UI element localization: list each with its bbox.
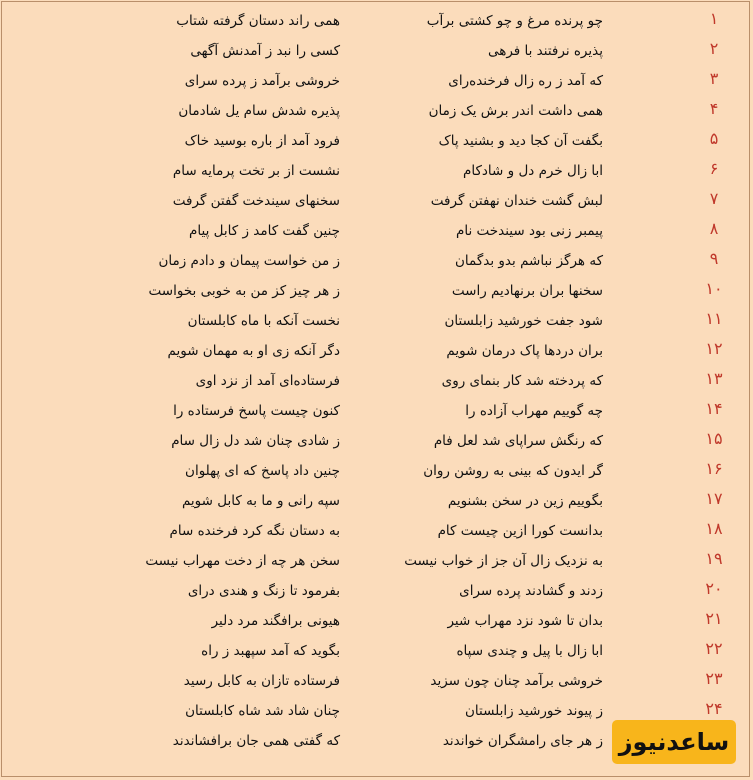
first-hemistich: سخن هر چه از دخت مهراب نیست	[145, 553, 340, 569]
verse-number: ۱۶	[705, 459, 723, 478]
verse-number: ۵	[709, 129, 719, 148]
verse-number: ۶	[709, 159, 719, 178]
second-hemistich: سخنها بران برنهادیم راست	[451, 283, 603, 299]
first-hemistich: چنان شاد شد شاه کابلستان	[185, 703, 340, 719]
verse-row	[0, 637, 753, 667]
verse-number: ۱۹	[705, 549, 723, 568]
verse-number: ۱۲	[705, 339, 723, 358]
verse-number: ۱۵	[705, 429, 723, 448]
verse-number: ۱۸	[705, 519, 723, 538]
second-hemistich: که هرگز نباشم بدو بدگمان	[455, 253, 603, 269]
verse-row	[0, 457, 753, 487]
second-hemistich: چو پرنده مرغ و چو کشتی برآب	[426, 13, 603, 29]
verse-row	[0, 517, 753, 547]
verse-row	[0, 367, 753, 397]
second-hemistich: بران دردها پاک درمان شویم	[446, 343, 603, 359]
verse-row	[0, 487, 753, 517]
second-hemistich: شود جفت خورشید زابلستان	[444, 313, 603, 329]
first-hemistich: ز هر چیز کز من به خوبی بخواست	[148, 283, 340, 299]
poem-table	[0, 7, 753, 757]
verse-number: ۲۱	[705, 609, 723, 628]
second-hemistich: بدانست کورا ازین چیست کام	[437, 523, 603, 539]
verse-number: ۳	[709, 69, 719, 88]
second-hemistich: که پردخته شد کار بنمای روی	[441, 373, 603, 389]
first-hemistich: به دستان نگه کرد فرخنده سام	[169, 523, 340, 539]
second-hemistich: ز پیوند خورشید زابلستان	[465, 703, 603, 719]
verse-number: ۲۲	[705, 639, 723, 658]
second-hemistich: به نزدیک زال آن جز از خواب نیست	[404, 553, 603, 569]
verse-number: ۱۷	[705, 489, 723, 508]
first-hemistich: سپه رانی و ما به کابل شویم	[181, 493, 340, 509]
verse-row	[0, 547, 753, 577]
verse-number: ۲۳	[705, 669, 723, 688]
verse-row	[0, 97, 753, 127]
verse-row	[0, 37, 753, 67]
first-hemistich: فرستاده‌ای آمد از نزد اوی	[195, 373, 340, 389]
verse-row	[0, 7, 753, 37]
second-hemistich: پیمبر زنی بود سیندخت نام	[456, 223, 603, 239]
first-hemistich: بفرمود تا زنگ و هندی درای	[187, 583, 340, 599]
verse-number: ۱۴	[705, 399, 723, 418]
verse-row	[0, 157, 753, 187]
verse-number: ۸	[709, 219, 719, 238]
verse-row	[0, 277, 753, 307]
verse-row	[0, 217, 753, 247]
verse-number: ۲	[709, 39, 719, 58]
second-hemistich: پذیره نرفتند با فرهی	[487, 43, 603, 59]
second-hemistich: بدان تا شود نزد مهراب شیر	[447, 613, 603, 629]
verse-row	[0, 667, 753, 697]
verse-row	[0, 397, 753, 427]
second-hemistich: بگوییم زین در سخن بشنویم	[447, 493, 603, 509]
second-hemistich: ابا زال با پیل و چندی سپاه	[456, 643, 603, 659]
verse-row	[0, 187, 753, 217]
verse-number: ۱۰	[705, 279, 723, 298]
first-hemistich: که گفتی همی جان برافشاندند	[172, 733, 340, 749]
verse-number: ۷	[709, 189, 719, 208]
verse-row	[0, 67, 753, 97]
verse-number: ۱۳	[705, 369, 723, 388]
first-hemistich: هیونی برافگند مرد دلیر	[211, 613, 340, 629]
verse-row	[0, 427, 753, 457]
first-hemistich: خروشی برآمد ز پرده سرای	[184, 73, 340, 89]
verse-number: ۱	[709, 9, 719, 28]
saednews-logo: ساعدنیوز	[612, 720, 736, 764]
verse-row	[0, 247, 753, 277]
first-hemistich: ز شادی چنان شد دل زال سام	[171, 433, 340, 449]
verse-number: ۹	[709, 249, 719, 268]
first-hemistich: بگوید که آمد سپهبد ز راه	[201, 643, 340, 659]
verse-number: ۱۱	[705, 309, 723, 328]
first-hemistich: کنون چیست پاسخ فرستاده را	[173, 403, 340, 419]
first-hemistich: نشست از بر تخت پرمایه سام	[172, 163, 340, 179]
second-hemistich: بگفت آن کجا دید و بشنید پاک	[438, 133, 603, 149]
second-hemistich: لبش گشت خندان نهفتن گرفت	[430, 193, 603, 209]
verse-row	[0, 577, 753, 607]
first-hemistich: کسی را نبد ز آمدنش آگهی	[190, 43, 340, 59]
second-hemistich: که آمد ز ره زال فرخنده‌رای	[448, 73, 603, 89]
verse-row	[0, 307, 753, 337]
verse-row	[0, 607, 753, 637]
second-hemistich: همی داشت اندر برش یک زمان	[428, 103, 603, 119]
first-hemistich: ز من خواست پیمان و دادم زمان	[158, 253, 340, 269]
verse-number: ۲۰	[705, 579, 723, 598]
second-hemistich: که رنگش سراپای شد لعل فام	[433, 433, 603, 449]
first-hemistich: سخنهای سیندخت گفتن گرفت	[172, 193, 340, 209]
second-hemistich: خروشی برآمد چنان چون سزید	[430, 673, 603, 689]
first-hemistich: همی راند دستان گرفته شتاب	[176, 13, 340, 29]
second-hemistich: ابا زال خرم دل و شادکام	[463, 163, 603, 179]
verse-row	[0, 127, 753, 157]
verse-number: ۲۴	[705, 699, 723, 718]
verse-number: ۴	[709, 99, 719, 118]
first-hemistich: چنین گفت کامد ز کابل پیام	[189, 223, 340, 239]
second-hemistich: زدند و گشادند پرده سرای	[459, 583, 603, 599]
first-hemistich: نخست آنکه با ماه کابلستان	[187, 313, 340, 329]
second-hemistich: چه گوییم مهراب آزاده را	[465, 403, 603, 419]
second-hemistich: ز هر جای رامشگران خواندند	[442, 733, 603, 749]
first-hemistich: چنین داد پاسخ که ای پهلوان	[185, 463, 340, 479]
first-hemistich: فرستاده تازان به کابل رسید	[183, 673, 340, 689]
second-hemistich: گر ایدون که بینی به روشن روان	[423, 463, 603, 479]
first-hemistich: فرود آمد از باره بوسید خاک	[184, 133, 340, 149]
first-hemistich: پذیره شدش سام یل شادمان	[178, 103, 340, 119]
first-hemistich: دگر آنکه زی او به مهمان شویم	[167, 343, 340, 359]
verse-row	[0, 337, 753, 367]
